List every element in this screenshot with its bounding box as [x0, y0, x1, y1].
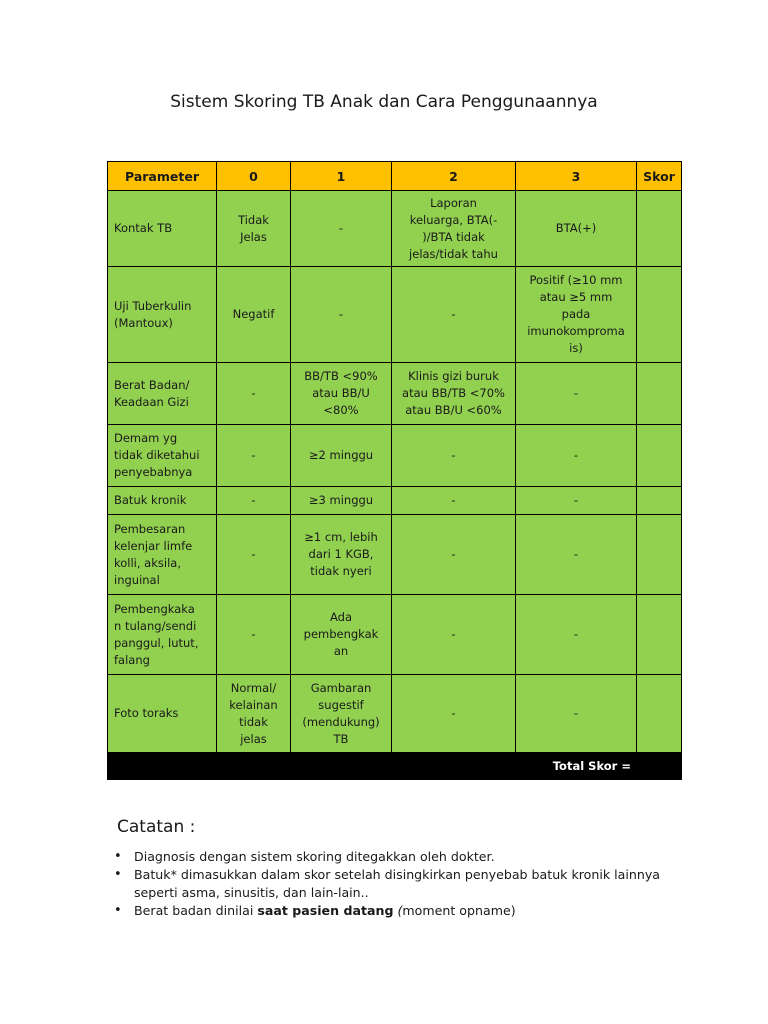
score-0-cell: - — [217, 515, 291, 595]
skor-cell — [637, 267, 682, 363]
score-0-cell: Normal/ kelainan tidak jelas — [217, 675, 291, 753]
note-text-prefix: Berat badan dinilai — [134, 903, 258, 918]
score-3-cell: - — [516, 515, 637, 595]
score-0-cell: Negatif — [217, 267, 291, 363]
scoring-table — [107, 161, 682, 780]
score-0-cell: - — [217, 595, 291, 675]
table-row — [108, 267, 682, 363]
param-cell: Berat Badan/ Keadaan Gizi — [108, 363, 217, 425]
table-row — [108, 425, 682, 487]
table-header-row — [108, 162, 682, 191]
score-3-cell: - — [516, 425, 637, 487]
param-cell: Batuk kronik — [108, 487, 217, 515]
score-1-cell: BB/TB <90% atau BB/U <80% — [291, 363, 392, 425]
table-row — [108, 363, 682, 425]
score-2-cell: - — [392, 515, 516, 595]
score-2-cell: - — [392, 487, 516, 515]
header-parameter: Parameter — [108, 162, 217, 191]
score-1-cell: ≥3 minggu — [291, 487, 392, 515]
score-1-cell: Gambaran sugestif (mendukung) TB — [291, 675, 392, 753]
score-1-cell: - — [291, 191, 392, 267]
header-score-1: 1 — [291, 162, 392, 191]
header-skor: Skor — [637, 162, 682, 191]
score-3-cell: BTA(+) — [516, 191, 637, 267]
score-3-cell: - — [516, 487, 637, 515]
header-score-2: 2 — [392, 162, 516, 191]
header-score-3: 3 — [516, 162, 637, 191]
skor-cell — [637, 363, 682, 425]
skor-cell — [637, 515, 682, 595]
skor-cell — [637, 487, 682, 515]
skor-cell — [637, 191, 682, 267]
skor-cell — [637, 425, 682, 487]
skor-cell — [637, 595, 682, 675]
param-cell: Pembesaran kelenjar limfe kolli, aksila, inguinal — [108, 515, 217, 595]
param-cell: Kontak TB — [108, 191, 217, 267]
note-text-bold: saat pasien datang — [257, 903, 394, 918]
header-score-0: 0 — [217, 162, 291, 191]
total-score-label: Total Skor = — [108, 753, 682, 780]
total-row — [108, 753, 682, 780]
notes-list — [107, 848, 707, 920]
note-text-italic: ( — [393, 903, 403, 918]
param-cell: Demam yg tidak diketahui penyebabnya — [108, 425, 217, 487]
param-cell: Uji Tuberkulin (Mantoux) — [108, 267, 217, 363]
score-0-cell: - — [217, 425, 291, 487]
table-row — [108, 191, 682, 267]
score-0-cell: Tidak Jelas — [217, 191, 291, 267]
table-row — [108, 675, 682, 753]
score-3-cell: Positif (≥10 mm atau ≥5 mm pada imunokomproma is) — [516, 267, 637, 363]
score-0-cell: - — [217, 487, 291, 515]
notes-heading: Catatan : — [117, 817, 196, 837]
score-3-cell: - — [516, 675, 637, 753]
score-0-cell: - — [217, 363, 291, 425]
score-2-cell: - — [392, 425, 516, 487]
score-2-cell: - — [392, 595, 516, 675]
param-cell: Pembengkaka n tulang/sendi panggul, lutut, falang — [108, 595, 217, 675]
score-2-cell: - — [392, 675, 516, 753]
page-title: Sistem Skoring TB Anak dan Cara Penggunaannya — [170, 92, 598, 112]
table-row — [108, 515, 682, 595]
note-item — [107, 866, 707, 902]
note-text-suffix: moment opname) — [402, 903, 516, 918]
param-cell: Foto toraks — [108, 675, 217, 753]
score-2-cell: Laporan keluarga, BTA(- )/BTA tidak jelas/tidak tahu — [392, 191, 516, 267]
note-text: Diagnosis dengan sistem skoring ditegakkan oleh dokter. — [134, 849, 495, 864]
score-1-cell: Ada pembengkak an — [291, 595, 392, 675]
note-item — [107, 902, 707, 920]
score-3-cell: - — [516, 363, 637, 425]
note-item — [107, 848, 707, 866]
skor-cell — [637, 675, 682, 753]
table-row — [108, 595, 682, 675]
score-2-cell: - — [392, 267, 516, 363]
table-row — [108, 487, 682, 515]
score-3-cell: - — [516, 595, 637, 675]
score-1-cell: ≥1 cm, lebih dari 1 KGB, tidak nyeri — [291, 515, 392, 595]
score-2-cell: Klinis gizi buruk atau BB/TB <70% atau BB/U <60% — [392, 363, 516, 425]
note-text: Batuk* dimasukkan dalam skor setelah disingkirkan penyebab batuk kronik lainnya seperti asma, sinusitis, dan lain-lain.. — [134, 867, 661, 900]
score-1-cell: ≥2 minggu — [291, 425, 392, 487]
score-1-cell: - — [291, 267, 392, 363]
